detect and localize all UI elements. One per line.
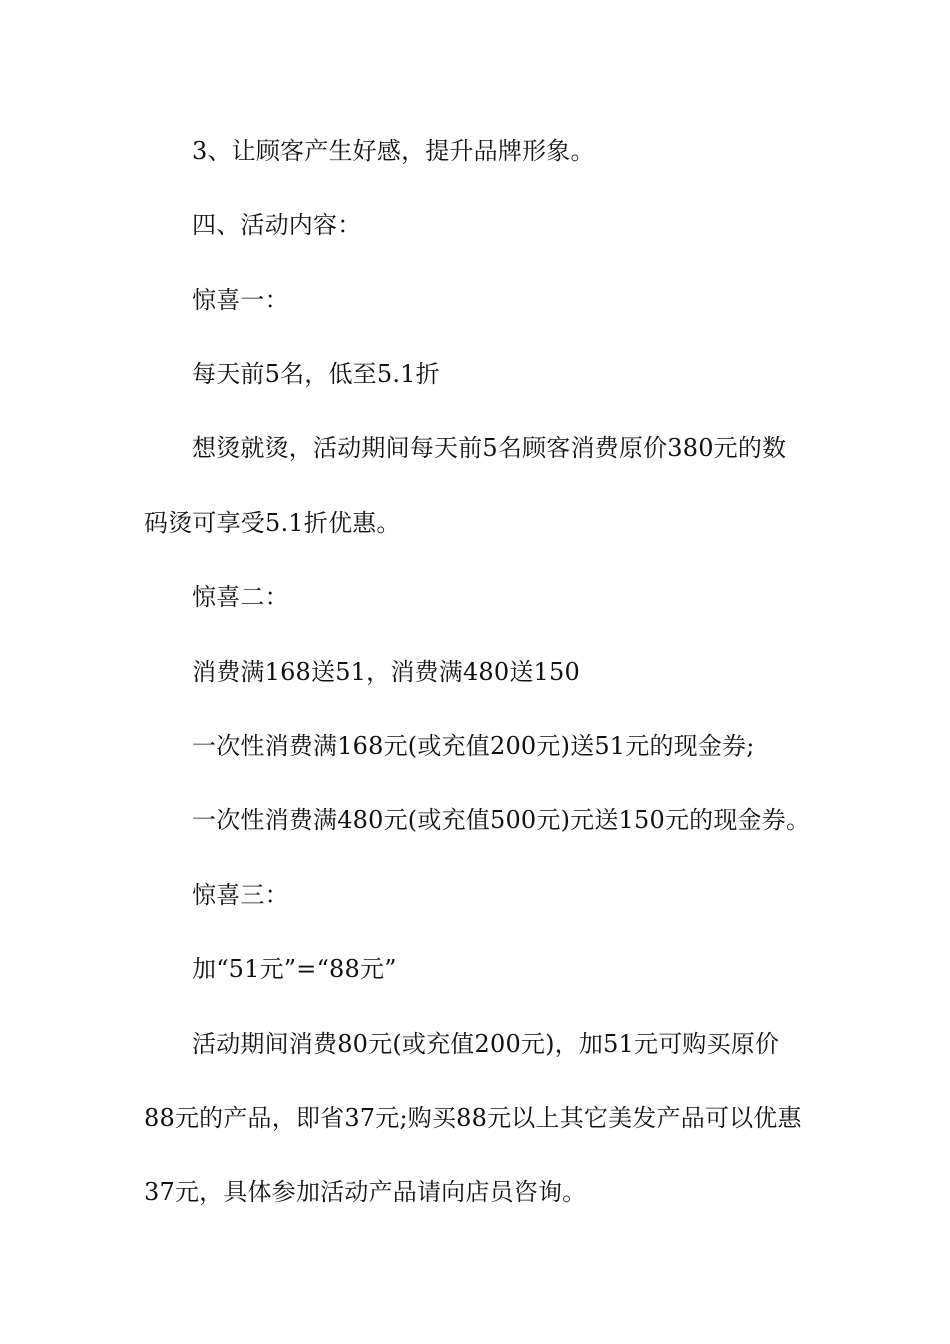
surprise-one-body-line-1: 想烫就烫，活动期间每天前5名顾客消费原价380元的数 <box>192 434 787 462</box>
surprise-two-title: 消费满168送51，消费满480送150 <box>192 658 580 686</box>
surprise-three-body-line-3: 37元，具体参加活动产品请向店员咨询。 <box>144 1178 587 1206</box>
section-heading-activity-content: 四、活动内容： <box>192 211 362 239</box>
surprise-two-heading: 惊喜二： <box>192 583 289 611</box>
paragraph-goal-3: 3、让顾客产生好感，提升品牌形象。 <box>192 137 595 165</box>
surprise-two-rule-1: 一次性消费满168元(或充值200元)送51元的现金券; <box>192 732 755 760</box>
surprise-three-title: 加“51元”=“88元” <box>192 955 397 983</box>
surprise-one-body-line-2: 码烫可享受5.1折优惠。 <box>144 509 401 537</box>
surprise-three-heading: 惊喜三： <box>192 881 289 909</box>
surprise-three-body-line-1: 活动期间消费80元(或充值200元)，加51元可购买原价 <box>192 1030 780 1058</box>
surprise-two-rule-2: 一次性消费满480元(或充值500元)元送150元的现金券。 <box>192 806 811 834</box>
surprise-one-heading: 惊喜一： <box>192 286 289 314</box>
surprise-one-title: 每天前5名，低至5.1折 <box>192 360 440 388</box>
surprise-three-body-line-2: 88元的产品，即省37元;购买88元以上其它美发产品可以优惠 <box>144 1104 802 1132</box>
